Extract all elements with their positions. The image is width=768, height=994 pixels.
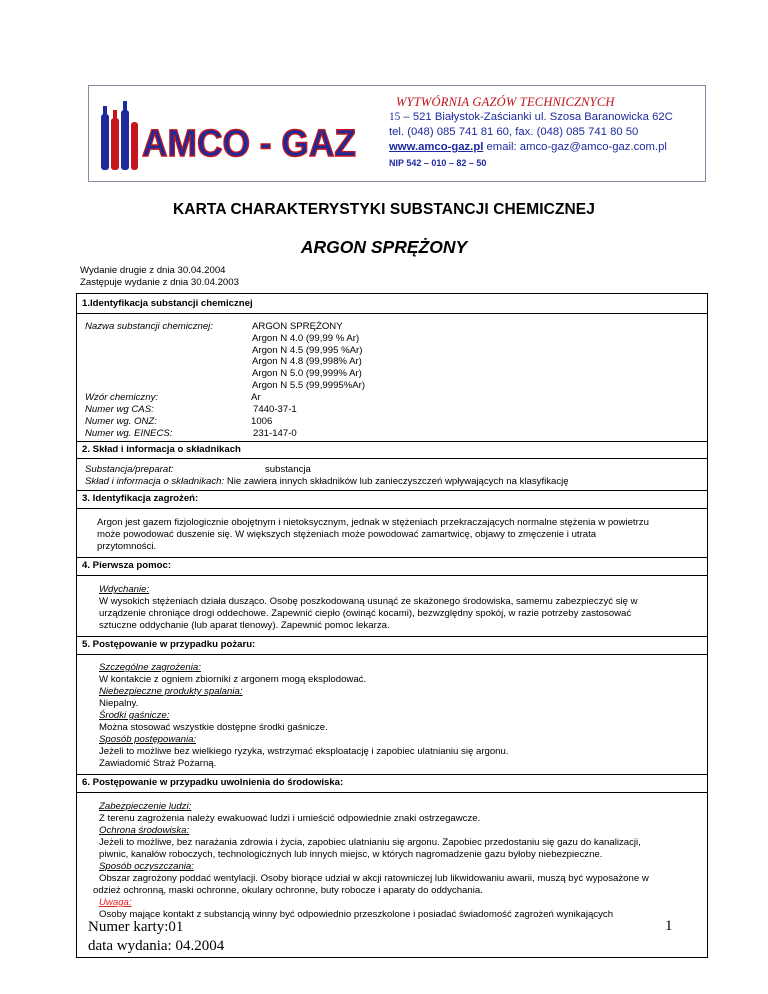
hazard-text-line: Argon jest gazem fizjologicznie obojętnym i nietoksycznym, jednak w stężeniach przekraczających normalne stężenia w powietrzu xyxy=(97,517,649,528)
einecs-label: Numer wg. EINECS: xyxy=(85,428,173,439)
section-5-title: 5. Postępowanie w przypadku pożaru: xyxy=(82,639,256,650)
substance-name-label: Nazwa substancji chemicznej: xyxy=(85,321,213,332)
first-aid-text-line: W wysokich stężeniach działa dusząco. Osobę poszkodowaną usunąć ze skażonego środowiska, samemu zabezpieczyć się w xyxy=(99,596,638,607)
preparation-label: Substancja/preparat: xyxy=(85,464,174,475)
fire-text-line: Można stosować wszystkie dostępne środki gaśnicze. xyxy=(99,722,328,733)
company-address: 15 – 521 Białystok-Zaścianki ul. Szosa Baranowicka 62C xyxy=(389,111,673,123)
substance-names: ARGON SPRĘŻONY Argon N 4.0 (99,99 % Ar) Argon N 4.5 (99,995 %Ar) Argon N 4.8 (99,998% Ar) Argon N 5.0 (99,999% Ar) Argon N 5.5 (99,9995%Ar) xyxy=(252,321,366,391)
section-2-title: 2. Skład i informacja o składnikach xyxy=(82,444,241,455)
procedure-heading: Sposób postępowania: xyxy=(99,734,197,745)
warning-heading: Uwaga: xyxy=(99,897,132,908)
composition-row: Skład i informacja o składnikach: Nie zawiera innych składników lub zanieczyszczeń wpływających na klasyfikację xyxy=(85,476,569,487)
company-name: WYTWÓRNIA GAZÓW TECHNICZNYCH xyxy=(396,95,615,109)
formula-value: Ar xyxy=(251,392,261,403)
environment-protection-heading: Ochrona środowiska: xyxy=(99,825,190,836)
release-text-line: Jeżeli to możliwe, bez narażania zdrowia i życia, zapobiec ulatnianiu się argonu. Zapobiec przedostaniu się gazu do kanalizacji, xyxy=(99,837,641,848)
logo-text: AMCO - GAZ xyxy=(142,123,356,165)
card-number: Numer karty:01 xyxy=(88,919,184,935)
issue-date: data wydania: 04.2004 xyxy=(88,938,225,954)
company-phones: tel. (048) 085 741 81 60, fax. (048) 085 741 80 50 xyxy=(389,126,639,138)
onz-value: 1006 xyxy=(251,416,273,427)
special-hazards-heading: Szczególne zagrożenia: xyxy=(99,662,201,673)
edition-info: Wydanie drugie z dnia 30.04.2004 Zastępuje wydanie z dnia 30.04.2003 xyxy=(80,265,239,288)
preparation-value: substancja xyxy=(265,464,311,475)
data-sheet-table xyxy=(76,293,708,958)
cas-value: 7440-37-1 xyxy=(253,404,297,415)
first-aid-text-line: urządzenie chroniące drogi oddechowe. Zapewnić ciepło (owinąć kocami), bezwzględny spokój, w razie potrzeby zastosować xyxy=(99,608,632,619)
substance-title: ARGON SPRĘŻONY xyxy=(300,237,468,257)
release-text-line: odzież ochronną, maski ochronne, okulary ochronne, buty robocze i aparaty do oddychania. xyxy=(93,885,483,896)
company-contact xyxy=(389,141,667,153)
release-text-line: piwnic, kanałów roboczych, technologicznych lub innych miejsc, w których nagromadzenie gazu byłoby niebezpieczne. xyxy=(99,849,603,860)
hazard-text-line: przytomności. xyxy=(97,541,157,552)
cleaning-method-heading: Sposób oczyszczania: xyxy=(99,861,194,872)
combustion-products-heading: Niebezpieczne produkty spalania: xyxy=(99,686,243,697)
cas-label: Numer wg CAS: xyxy=(85,404,154,415)
extinguishing-media-heading: Środki gaśnicze: xyxy=(99,710,170,721)
section-1-title: 1.Identyfikacja substancji chemicznej xyxy=(82,298,253,309)
formula-label: Wzór chemiczny: xyxy=(85,392,159,403)
company-logo xyxy=(98,96,360,176)
first-aid-text-line: sztuczne oddychanie (lub aparat tlenowy). Zapewnić pomoc lekarza. xyxy=(99,620,390,631)
people-protection-heading: Zabezpieczenie ludzi: xyxy=(99,801,192,812)
inhalation-heading: Wdychanie: xyxy=(99,584,150,595)
document-title: KARTA CHARAKTERYSTYKI SUBSTANCJI CHEMICZNEJ xyxy=(173,201,595,218)
section-4-title: 4. Pierwsza pomoc: xyxy=(82,560,172,571)
hazard-text-line: może powodować duszenie się. W większych stężeniach może powodować zamartwicę, objawy to zmęczenie i utrata xyxy=(97,529,597,540)
einecs-value: 231-147-0 xyxy=(253,428,297,439)
release-text-line: Obszar zagrożony poddać wentylacji. Osoby biorące udział w akcji ratowniczej lub likwidowaniu awarii, muszą być wyposażone w xyxy=(99,873,649,884)
page-number: 1 xyxy=(665,918,673,934)
company-nip: NIP 542 – 010 – 82 – 50 xyxy=(389,158,487,168)
website-link[interactable]: www.amco-gaz.pl xyxy=(389,141,484,153)
footer-card-info xyxy=(88,918,224,956)
onz-label: Numer wg. ONZ: xyxy=(85,416,157,427)
fire-text-line: W kontakcie z ogniem zbiorniki z argonem mogą eksplodować. xyxy=(99,674,367,685)
fire-text-line: Jeżeli to możliwe bez wielkiego ryzyka, wstrzymać eksploatację i zapobiec ulatnianiu się argonu. xyxy=(99,746,509,757)
section-3-title: 3. Identyfikacja zagrożeń: xyxy=(82,493,199,504)
fire-text-line: Niepalny. xyxy=(99,698,139,709)
company-email: email: amco-gaz@amco-gaz.com.pl xyxy=(483,141,667,153)
release-text-line: Osoby mające kontakt z substancją winny być odpowiednio przeszkolone i posiadać świadomość zagrożeń wynikających xyxy=(99,909,614,920)
section-6-title: 6. Postępowanie w przypadku uwolnienia do środowiska: xyxy=(82,777,344,788)
release-text-line: Z terenu zagrożenia należy ewakuować ludzi i umieścić odpowiednie znaki ostrzegawcze. xyxy=(99,813,481,824)
gas-cylinders-icon xyxy=(101,101,138,170)
fire-text-line: Zawiadomić Straż Pożarną. xyxy=(99,758,217,769)
